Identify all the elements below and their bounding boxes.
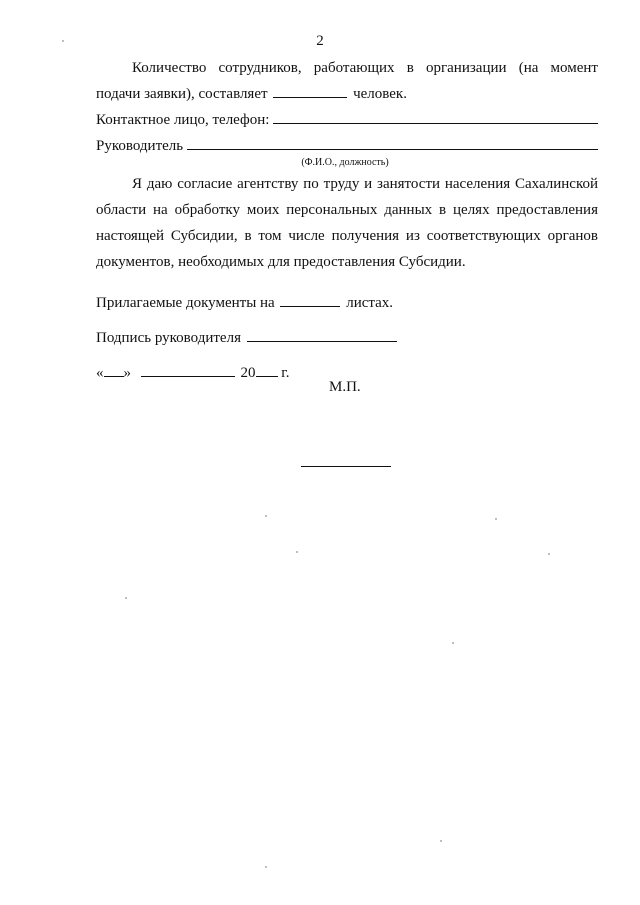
contact-field[interactable]: [273, 109, 598, 124]
stamp-placeholder: М.П.: [329, 379, 361, 395]
end-divider: [301, 466, 391, 467]
attached-suffix: листах.: [346, 295, 394, 311]
attached-prefix: Прилагаемые документы на: [96, 295, 275, 311]
consent-line-2: области на обработку моих персональных данных в целях предоставления: [96, 202, 598, 218]
attached-count-field[interactable]: [280, 292, 340, 307]
contact-line: [96, 107, 598, 133]
page-number: 2: [316, 33, 324, 49]
scan-speck: [62, 40, 64, 42]
date-close-quote: »: [123, 365, 131, 381]
consent-line-3: настоящей Субсидии, в том числе получения из соответствующих органов: [96, 228, 598, 244]
attached-line: [96, 290, 598, 316]
employees-line-2: [96, 81, 598, 107]
employees-count-field[interactable]: [273, 83, 347, 98]
scan-speck: [265, 866, 267, 868]
contact-label: Контактное лицо, телефон:: [96, 112, 270, 128]
date-month-field[interactable]: [141, 362, 235, 377]
scan-speck: [440, 840, 442, 842]
date-year-prefix: 20: [240, 365, 256, 381]
signature-line: [96, 325, 598, 351]
employees-line-1: Количество сотрудников, работающих в организации (на момент: [132, 60, 598, 76]
signature-label: Подпись руководителя: [96, 330, 241, 346]
scan-speck: [548, 553, 550, 555]
scan-speck: [452, 642, 454, 644]
head-line: [96, 133, 598, 159]
employees-suffix: человек.: [353, 86, 407, 102]
consent-line-4: документов, необходимых для предоставления Субсидии.: [96, 254, 466, 270]
scan-speck: [125, 597, 127, 599]
consent-line-1: Я даю согласие агентству по труду и занятости населения Сахалинской: [132, 176, 598, 192]
head-caption: (Ф.И.О., должность): [301, 157, 389, 168]
date-day-field[interactable]: [104, 362, 124, 377]
date-open-quote: «: [96, 365, 104, 381]
date-year-field[interactable]: [256, 362, 278, 377]
scan-speck: [495, 518, 497, 520]
head-label: Руководитель: [96, 138, 184, 154]
employees-prefix: подачи заявки), составляет: [96, 86, 268, 102]
signature-field[interactable]: [247, 327, 397, 342]
head-field[interactable]: [187, 135, 598, 150]
scan-speck: [265, 515, 267, 517]
scan-speck: [296, 551, 298, 553]
date-year-suffix: г.: [281, 365, 290, 381]
